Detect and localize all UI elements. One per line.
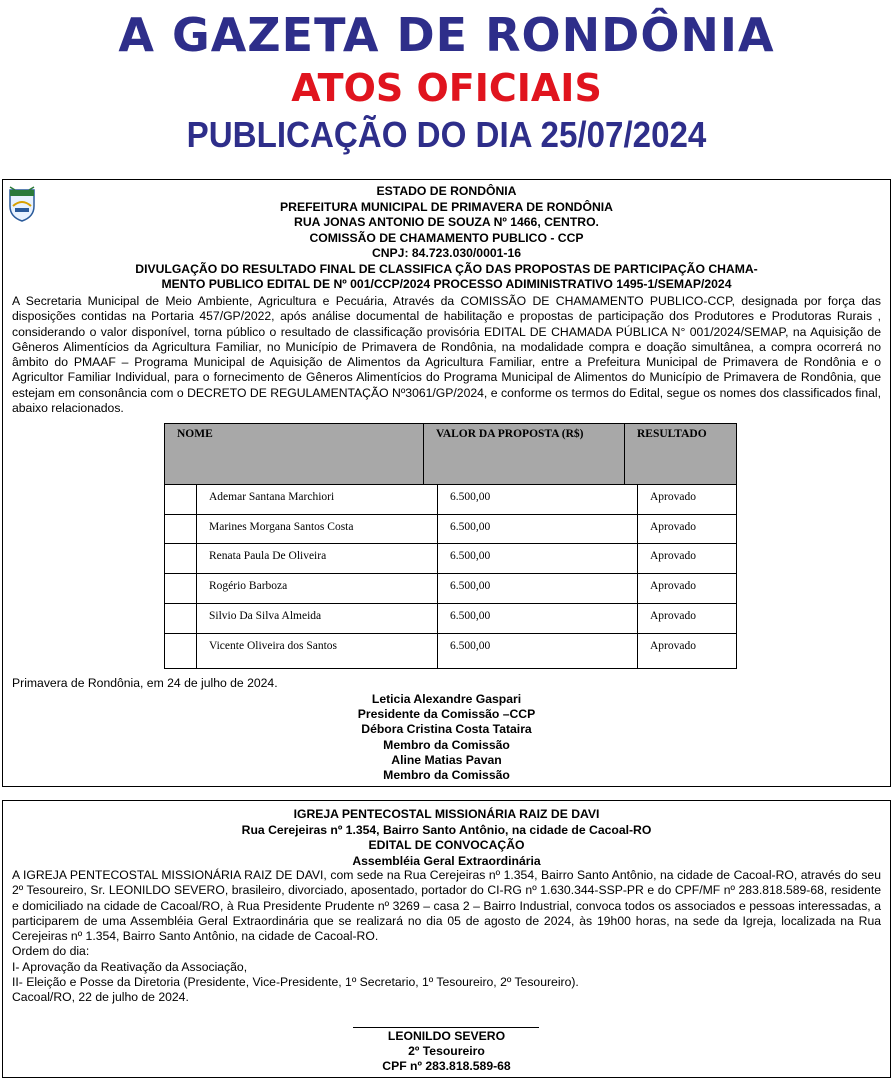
signature-block [3,692,890,783]
agenda-item: II- Eleição e Posse da Diretoria (Presidente, Vice-Presidente, 1º Secretario, 1º Tesoureiro, 2º Tesoureiro). [12,975,579,990]
notice-body: A Secretaria Municipal de Meio Ambiente, Agricultura e Pecuária, Através da COMISSÃO DE CHAMAMENTO PUBLICO-CCP, designada por força das disposições contidas na Portaria 457/GP/2022, após análise documental de habilitação e propostas de participação dos Produtores e Produtoras Rurais , considerando o valor disponível, torna público o resultado de classificação provisória EDITAL DE CHAMADA PÚBLICA N° 001/2024/SEMAP, na Aquisição de Gêneros Alimentícios da Agricultura Familiar, no Município de Primavera de Rondônia, na modalidade compra e doação simultânea, a compra ocorrerá no âmbito do PMAAF – Programa Municipal de Aquisição de Alimentos da Agricultura Familiar, entre a Prefeitura Municipal de Primavera de Rondônia e o Agricultor Familiar Individual, para o fornecimento de Gêneros Alimentícios do Programa Municipal de Alimentos do Município de Primavera de Rondônia, que estejam em consonância com o DECRETO DE REGULAMENTAÇÃO Nº3061/GP/2024, e conforme os termos do Edital, segue os nomes dos classificados final, abaixo relacionados. [12,294,881,416]
table-cell-result: Aprovado [637,603,737,634]
table-cell-value: 6.500,00 [437,603,639,634]
header-cnpj: CNPJ: 84.723.030/0001-16 [371,246,522,260]
table-cell-result: Aprovado [637,573,737,604]
table-cell-blank [164,573,198,604]
header-church-address: Rua Cerejeiras nº 1.354, Bairro Santo Antônio, na cidade de Cacoal-RO [241,822,652,837]
signature-block [3,1029,890,1075]
table-cell-blank [164,484,198,515]
table-cell-blank [164,603,198,634]
table-cell-value: 6.500,00 [437,573,639,604]
table-cell-blank [164,633,198,669]
header-subject-line2: MENTO PUBLICO EDITAL DE Nº 001/CCP/2024 PROCESSO ADIMINISTRATIVO 1495-1/SEMAP/2024 [161,277,732,291]
table-cell-blank [164,514,198,545]
signer-role: Presidente da Comissão –CCP [357,707,536,722]
signer-role: Membro da Comissão [383,768,510,783]
table-cell-name: Renata Paula De Oliveira [196,543,439,574]
header-prefeitura: PREFEITURA MUNICIPAL DE PRIMAVERA DE RONDÔNIA [280,199,613,214]
table-cell-result: Aprovado [637,543,737,574]
table-row [164,573,737,604]
table-header-name: NOME [164,423,425,487]
table-row [164,484,737,515]
table-cell-result: Aprovado [637,514,737,545]
header-assembly: Assembléia Geral Extraordinária [352,853,541,868]
table-cell-name: Rogério Barboza [196,573,439,604]
table-cell-name: Marines Morgana Santos Costa [196,514,439,545]
signer-name: Débora Cristina Costa Tataira [361,722,532,737]
table-cell-value: 6.500,00 [437,633,639,669]
signature-line [353,1027,539,1028]
table-cell-name: Silvio Da Silva Almeida [196,603,439,634]
table-cell-value: 6.500,00 [437,514,639,545]
table-cell-blank [164,543,198,574]
convocation-body: A IGREJA PENTECOSTAL MISSIONÁRIA RAIZ DE DAVI, com sede na Rua Cerejeiras nº 1.354, Bairro Santo Antônio, na cidade de Cacoal-RO, através do seu 2º Tesoureiro, Sr. LEONILDO SEVERO, brasileiro, divorciado, aposentado, portador do CI-RG nº 1.630.344-SSP-PR e do CPF/MF nº 283.818.589-68, residente e domiciliado na cidade de Cacoal/RO, à Rua Presidente Prudente nº 3269 – casa 2 – Bairro Industrial, convoca todos os associados e pessoas interessadas, a participarem de uma Assembléia Geral Extraordinária que se realizará no dia 05 de agosto de 2024, às 19h00 horas, na sede da Igreja, localizada na Rua Cerejeiras nº 1.354, Bairro Santo Antônio, na cidade de Cacoal-RO. [12,868,881,944]
table-row [164,603,737,634]
notice-dateline: Primavera de Rondônia, em 24 de julho de 2024. [12,676,278,690]
agenda-item: I- Aprovação da Reativação da Associação, [12,959,248,974]
newspaper-title: A GAZETA DE RONDÔNIA [118,8,775,62]
agenda-title: Ordem do dia: [12,944,90,959]
table-row [164,633,737,669]
notice-prefeitura [2,179,891,787]
table-cell-value: 6.500,00 [437,543,639,574]
notice-igreja [2,800,891,1078]
convocation-dateline: Cacoal/RO, 22 de julho de 2024. [12,990,189,1005]
signer-role: Membro da Comissão [383,737,510,752]
header-edital: EDITAL DE CONVOCAÇÃO [368,838,525,852]
header-address: RUA JONAS ANTONIO DE SOUZA Nº 1466, CENTRO. [294,215,599,229]
table-header-value: VALOR DA PROPOSTA (R$) [423,423,626,487]
signer-role: 2º Tesoureiro [408,1044,485,1059]
signer-name: Leticia Alexandre Gaspari [371,692,522,706]
table-cell-result: Aprovado [637,633,737,669]
table-cell-name: Vicente Oliveira dos Santos [196,633,439,669]
header-state: ESTADO DE RONDÔNIA [376,184,517,198]
header-commission: COMISSÃO DE CHAMAMENTO PUBLICO - CCP [309,230,584,245]
table-header-result: RESULTADO [624,423,737,487]
section-title: ATOS OFICIAIS [291,66,602,110]
signer-cpf: CPF nº 283.818.589-68 [382,1059,511,1074]
table-row [164,514,737,545]
header-church-name: IGREJA PENTECOSTAL MISSIONÁRIA RAIZ DE DAVI [293,807,600,821]
publication-date: PUBLICAÇÃO DO DIA 25/07/2024 [186,114,707,155]
table-cell-value: 6.500,00 [437,484,639,515]
table-cell-result: Aprovado [637,484,737,515]
signer-name: LEONILDO SEVERO [387,1029,506,1043]
signer-name: Aline Matias Pavan [391,752,502,767]
table-cell-name: Ademar Santana Marchiori [196,484,439,515]
header-subject-line1: DIVULGAÇÃO DO RESULTADO FINAL DE CLASSIFICA ÇÃO DAS PROPOSTAS DE PARTICIPAÇÃO CHAMA- [135,261,758,276]
table-row [164,543,737,574]
